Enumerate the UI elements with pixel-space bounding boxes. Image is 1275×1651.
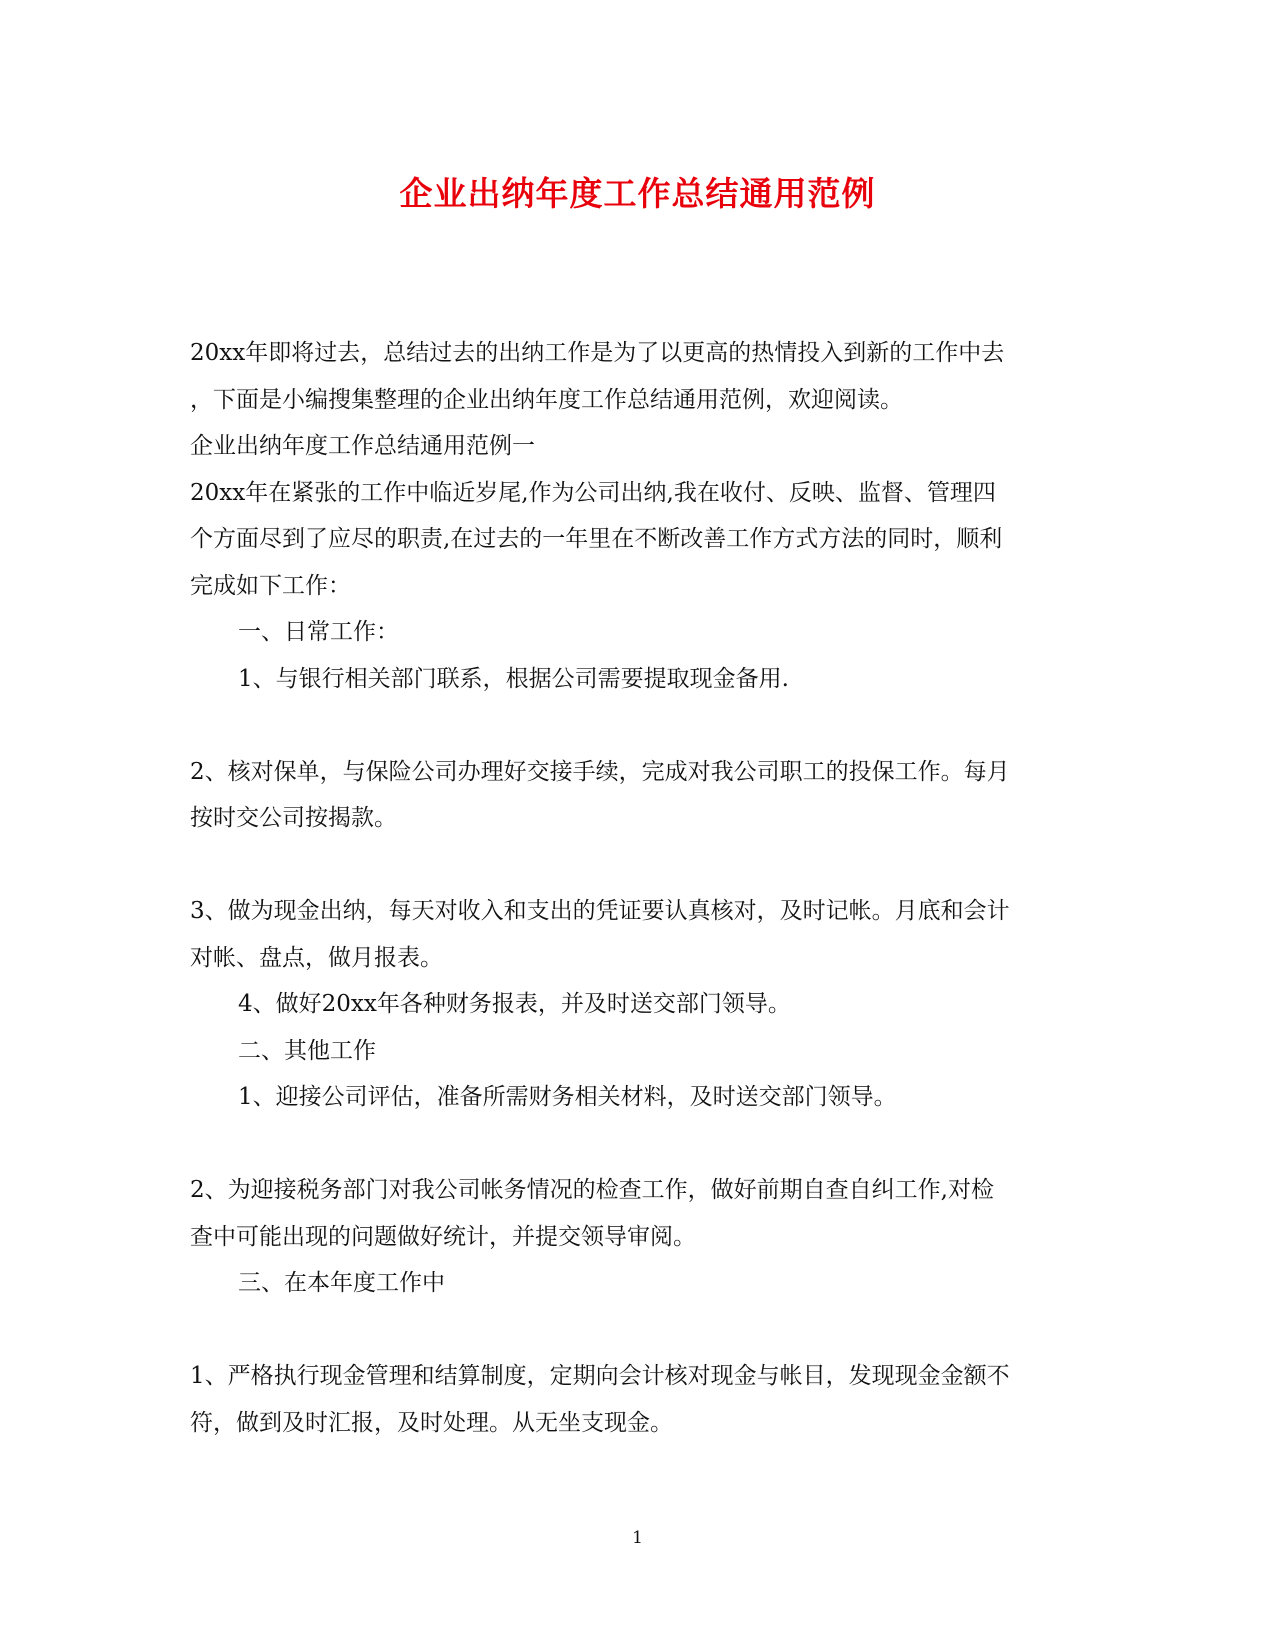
blank-line <box>190 1307 1090 1354</box>
paragraph-line: 完成如下工作： <box>190 572 351 599</box>
list-item: 3、做为现金出纳，每天对收入和支出的凭证要认真核对，及时记帐。月底和会计 <box>190 898 1010 924</box>
paragraph-line: 20xx年即将过去，总结过去的出纳工作是为了以更高的热情投入到新的工作中去 <box>190 340 1005 366</box>
paragraph-line: 查中可能出现的问题做好统计，并提交领导审阅。 <box>190 1223 696 1250</box>
paragraph-line: 对帐、盘点，做月报表。 <box>190 944 443 971</box>
list-item: 2、为迎接税务部门对我公司帐务情况的检查工作，做好前期自查自纠工作,对检 <box>190 1177 994 1203</box>
paragraph-line: 按时交公司按揭款。 <box>190 805 397 831</box>
section-heading: 三、在本年度工作中 <box>238 1270 445 1296</box>
paragraph-line: 符，做到及时汇报，及时处理。从无坐支现金。 <box>190 1409 673 1436</box>
page-title: 企业出纳年度工作总结通用范例 <box>399 174 876 213</box>
list-item: 4、做好20xx年各种财务报表，并及时送交部门领导。 <box>238 991 791 1017</box>
list-item: 1、严格执行现金管理和结算制度，定期向会计核对现金与帐目，发现现金金额不 <box>190 1363 1010 1389</box>
page-number: 1 <box>632 1528 643 1548</box>
section-heading: 二、其他工作 <box>238 1037 376 1064</box>
paragraph-line: ，下面是小编搜集整理的企业出纳年度工作总结通用范例，欢迎阅读。 <box>190 386 903 413</box>
section-heading: 企业出纳年度工作总结通用范例一 <box>190 433 535 459</box>
list-item: 1、迎接公司评估，准备所需财务相关材料，及时送交部门领导。 <box>238 1084 897 1110</box>
blank-line <box>190 1121 1090 1168</box>
list-item: 2、核对保单，与保险公司办理好交接手续，完成对我公司职工的投保工作。每月 <box>190 758 1010 785</box>
list-item: 1、与银行相关部门联系，根据公司需要提取现金备用. <box>238 665 789 692</box>
section-heading: 一、日常工作： <box>238 619 399 645</box>
document-body <box>190 330 1090 1446</box>
blank-line <box>190 842 1090 889</box>
paragraph-line: 个方面尽到了应尽的职责,在过去的一年里在不断改善工作方式方法的同时，顺利 <box>190 526 1003 552</box>
blank-line <box>190 702 1090 749</box>
paragraph-line: 20xx年在紧张的工作中临近岁尾,作为公司出纳,我在收付、反映、监督、管理四 <box>190 479 996 506</box>
